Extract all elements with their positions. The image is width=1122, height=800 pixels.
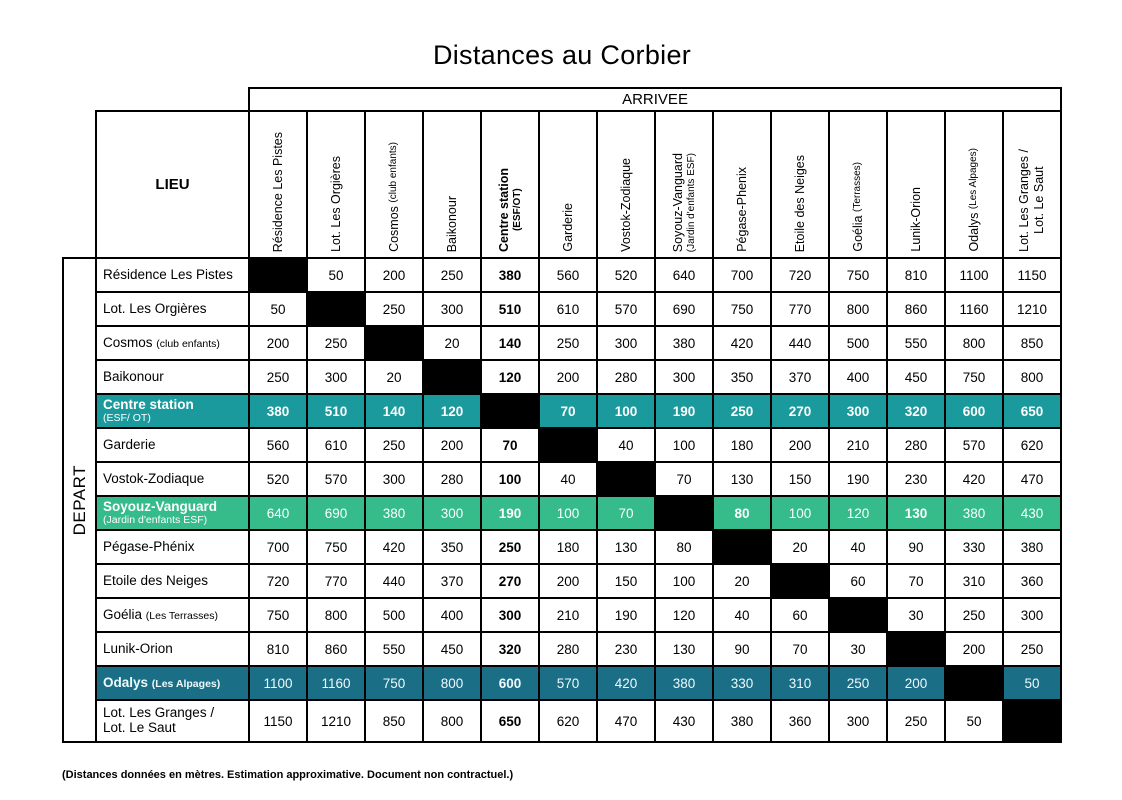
distance-cell: 1160 [307, 666, 365, 700]
distance-cell: 300 [307, 360, 365, 394]
distance-cell: 250 [423, 258, 481, 292]
distance-cell: 300 [829, 394, 887, 428]
distance-cell: 650 [1003, 394, 1061, 428]
distance-cell: 200 [771, 428, 829, 462]
distance-cell: 280 [597, 360, 655, 394]
distance-cell: 570 [307, 462, 365, 496]
row-label: Lot. Les Orgières [96, 292, 249, 326]
distance-cell: 280 [887, 428, 945, 462]
distance-cell: 770 [771, 292, 829, 326]
distance-cell: 1150 [249, 700, 307, 742]
distance-cell: 380 [1003, 530, 1061, 564]
distance-cell: 80 [655, 530, 713, 564]
distance-cell: 150 [771, 462, 829, 496]
distance-cell: 70 [887, 564, 945, 598]
distance-cell: 100 [539, 496, 597, 530]
distance-cell: 860 [887, 292, 945, 326]
distance-cell: 320 [481, 632, 539, 666]
distance-cell: 70 [771, 632, 829, 666]
distance-cell: 250 [945, 598, 1003, 632]
distance-cell: 120 [423, 394, 481, 428]
distance-cell: 800 [829, 292, 887, 326]
distance-cell: 120 [481, 360, 539, 394]
distance-cell: 620 [1003, 428, 1061, 462]
column-header: Résidence Les Pistes [249, 111, 307, 258]
distance-cell: 380 [365, 496, 423, 530]
distance-cell: 600 [945, 394, 1003, 428]
distance-cell: 770 [307, 564, 365, 598]
distance-cell: 180 [539, 530, 597, 564]
distance-cell: 100 [655, 428, 713, 462]
row-label: Cosmos (club enfants) [96, 326, 249, 360]
distance-cell: 200 [539, 360, 597, 394]
distance-cell: 720 [771, 258, 829, 292]
distance-cell: 270 [771, 394, 829, 428]
distance-cell: 300 [481, 598, 539, 632]
distance-cell: 50 [307, 258, 365, 292]
distance-cell: 380 [945, 496, 1003, 530]
distance-cell: 90 [887, 530, 945, 564]
distance-cell: 100 [655, 564, 713, 598]
distance-cell: 20 [423, 326, 481, 360]
table-row [63, 394, 1061, 428]
depart-header [63, 258, 96, 742]
distance-cell: 300 [423, 496, 481, 530]
distance-cell: 150 [597, 564, 655, 598]
distance-cell: 270 [481, 564, 539, 598]
distance-cell: 430 [1003, 496, 1061, 530]
distance-cell: 1100 [249, 666, 307, 700]
distance-cell: 800 [1003, 360, 1061, 394]
distance-cell: 230 [597, 632, 655, 666]
row-label: Lunik-Orion [96, 632, 249, 666]
distance-cell: 120 [829, 496, 887, 530]
table-row [63, 564, 1061, 598]
distance-cell: 280 [539, 632, 597, 666]
column-header: Soyouz-Vanguard (Jardin d'enfants ESF) [655, 111, 713, 258]
column-header: Goélia (Terrasses) [829, 111, 887, 258]
distance-cell: 850 [1003, 326, 1061, 360]
table-row [63, 258, 1061, 292]
distance-cell: 360 [1003, 564, 1061, 598]
distance-cell: 40 [829, 530, 887, 564]
row-label: Garderie [96, 428, 249, 462]
distance-cell: 400 [423, 598, 481, 632]
distance-cell: 470 [597, 700, 655, 742]
distance-cell: 640 [249, 496, 307, 530]
column-header: Pégase-Phenix [713, 111, 771, 258]
depart-label: DEPART [69, 464, 89, 536]
distance-cell: 250 [249, 360, 307, 394]
distance-cell: 200 [423, 428, 481, 462]
distance-cell: 550 [365, 632, 423, 666]
column-header: Baikonour [423, 111, 481, 258]
distance-cell: 210 [539, 598, 597, 632]
column-header: Lot. Les Granges / Lot. Le Saut [1003, 111, 1061, 258]
distance-cell: 810 [249, 632, 307, 666]
distance-cell: 310 [771, 666, 829, 700]
distance-cell: 520 [249, 462, 307, 496]
row-label: Goélia (Les Terrasses) [96, 598, 249, 632]
distance-cell: 90 [713, 632, 771, 666]
distance-cell: 600 [481, 666, 539, 700]
distance-cell: 250 [887, 700, 945, 742]
distance-cell: 70 [481, 428, 539, 462]
distance-cell: 310 [945, 564, 1003, 598]
table-row [63, 530, 1061, 564]
column-header: Lunik-Orion [887, 111, 945, 258]
row-label: Résidence Les Pistes [96, 258, 249, 292]
distance-cell: 450 [423, 632, 481, 666]
column-header: Odalys (Les Alpages) [945, 111, 1003, 258]
diagonal-cell [887, 632, 945, 666]
distance-cell: 750 [945, 360, 1003, 394]
distance-cell: 130 [655, 632, 713, 666]
distance-cell: 60 [771, 598, 829, 632]
distance-cell: 450 [887, 360, 945, 394]
distance-cell: 650 [481, 700, 539, 742]
row-label: Lot. Les Granges / Lot. Le Saut [96, 700, 249, 742]
distance-cell: 200 [249, 326, 307, 360]
distance-cell: 380 [655, 326, 713, 360]
distance-cell: 280 [423, 462, 481, 496]
diagonal-cell [829, 598, 887, 632]
distance-cell: 420 [713, 326, 771, 360]
distance-cell: 330 [945, 530, 1003, 564]
distance-cell: 100 [597, 394, 655, 428]
distance-cell: 180 [713, 428, 771, 462]
diagonal-cell [423, 360, 481, 394]
arrivee-header: ARRIVEE [249, 88, 1061, 111]
distance-cell: 400 [829, 360, 887, 394]
distance-cell: 350 [423, 530, 481, 564]
distance-cell: 570 [597, 292, 655, 326]
table-row [63, 462, 1061, 496]
distance-cell: 860 [307, 632, 365, 666]
diagonal-cell [307, 292, 365, 326]
distance-cell: 1160 [945, 292, 1003, 326]
page-title: Distances au Corbier [432, 40, 692, 70]
table-row [63, 326, 1061, 360]
distance-cell: 140 [365, 394, 423, 428]
row-label: Vostok-Zodiaque [96, 462, 249, 496]
column-header: Centre station (ESF/OT) [481, 111, 539, 258]
distance-cell: 440 [365, 564, 423, 598]
distance-cell: 1150 [1003, 258, 1061, 292]
distance-cell: 190 [597, 598, 655, 632]
table-row [63, 632, 1061, 666]
distance-cell: 570 [539, 666, 597, 700]
column-header: Garderie [539, 111, 597, 258]
column-header: Lot. Les Orgières [307, 111, 365, 258]
table-row [63, 428, 1061, 462]
distance-cell: 380 [249, 394, 307, 428]
distance-cell: 620 [539, 700, 597, 742]
distance-cell: 700 [713, 258, 771, 292]
corner-spacer [63, 88, 249, 111]
distance-cell: 420 [597, 666, 655, 700]
distance-cell: 50 [1003, 666, 1061, 700]
row-label: Pégase-Phénix [96, 530, 249, 564]
row-label: Soyouz-Vanguard (Jardin d'enfants ESF) [96, 496, 249, 530]
lieu-header: LIEU [96, 111, 249, 258]
distance-cell: 250 [539, 326, 597, 360]
table-row [63, 700, 1061, 742]
distance-cell: 1210 [307, 700, 365, 742]
distance-cell: 750 [249, 598, 307, 632]
diagonal-cell [597, 462, 655, 496]
row-label: Etoile des Neiges [96, 564, 249, 598]
distance-cell: 800 [945, 326, 1003, 360]
distance-cell: 40 [713, 598, 771, 632]
distance-cell: 200 [365, 258, 423, 292]
distance-table [62, 87, 1062, 743]
distance-cell: 320 [887, 394, 945, 428]
distance-cell: 300 [597, 326, 655, 360]
distance-cell: 40 [597, 428, 655, 462]
distance-cell: 30 [887, 598, 945, 632]
distance-cell: 420 [945, 462, 1003, 496]
distance-cell: 70 [597, 496, 655, 530]
distance-cell: 230 [887, 462, 945, 496]
distance-cell: 850 [365, 700, 423, 742]
row-label: Centre station (ESF/ OT) [96, 394, 249, 428]
distance-cell: 440 [771, 326, 829, 360]
distance-cell: 30 [829, 632, 887, 666]
column-header: Etoile des Neiges [771, 111, 829, 258]
distance-cell: 300 [1003, 598, 1061, 632]
document-page [62, 40, 1062, 781]
diagonal-cell [539, 428, 597, 462]
distance-cell: 800 [307, 598, 365, 632]
distance-cell: 1100 [945, 258, 1003, 292]
distance-cell: 510 [307, 394, 365, 428]
table-row [63, 666, 1061, 700]
distance-cell: 100 [771, 496, 829, 530]
distance-cell: 500 [829, 326, 887, 360]
diagonal-cell [713, 530, 771, 564]
distance-cell: 750 [307, 530, 365, 564]
distance-cell: 420 [365, 530, 423, 564]
distance-cell: 560 [249, 428, 307, 462]
distance-cell: 250 [829, 666, 887, 700]
distance-cell: 130 [713, 462, 771, 496]
distance-cell: 350 [713, 360, 771, 394]
distance-cell: 380 [481, 258, 539, 292]
distance-cell: 250 [365, 428, 423, 462]
distance-cell: 300 [423, 292, 481, 326]
distance-cell: 570 [945, 428, 1003, 462]
distance-cell: 810 [887, 258, 945, 292]
distance-cell: 100 [481, 462, 539, 496]
distance-cell: 720 [249, 564, 307, 598]
distance-cell: 140 [481, 326, 539, 360]
distance-cell: 130 [887, 496, 945, 530]
table-row [63, 598, 1061, 632]
distance-cell: 50 [249, 292, 307, 326]
column-header-row [63, 111, 1061, 258]
distance-cell: 610 [307, 428, 365, 462]
diagonal-cell [1003, 700, 1061, 742]
distance-cell: 250 [1003, 632, 1061, 666]
distance-cell: 800 [423, 700, 481, 742]
distance-cell: 120 [655, 598, 713, 632]
table-row [63, 292, 1061, 326]
distance-cell: 550 [887, 326, 945, 360]
distance-cell: 470 [1003, 462, 1061, 496]
distance-cell: 210 [829, 428, 887, 462]
diagonal-cell [365, 326, 423, 360]
distance-cell: 20 [713, 564, 771, 598]
distance-cell: 700 [249, 530, 307, 564]
arrivee-row [63, 88, 1061, 111]
distance-cell: 200 [539, 564, 597, 598]
distance-cell: 20 [365, 360, 423, 394]
distance-cell: 190 [829, 462, 887, 496]
distance-cell: 750 [713, 292, 771, 326]
diagonal-cell [771, 564, 829, 598]
distance-cell: 560 [539, 258, 597, 292]
distance-cell: 40 [539, 462, 597, 496]
distance-cell: 750 [365, 666, 423, 700]
footer-note: (Distances données en mètres. Estimation approximative. Document non contractuel.) [62, 769, 514, 781]
diagonal-cell [249, 258, 307, 292]
distance-cell: 190 [481, 496, 539, 530]
table-row [63, 360, 1061, 394]
distance-cell: 200 [945, 632, 1003, 666]
row-label: Baikonour [96, 360, 249, 394]
distance-cell: 1210 [1003, 292, 1061, 326]
distance-cell: 190 [655, 394, 713, 428]
distance-cell: 70 [539, 394, 597, 428]
distance-cell: 800 [423, 666, 481, 700]
distance-cell: 360 [771, 700, 829, 742]
column-header: Cosmos (club enfants) [365, 111, 423, 258]
distance-cell: 250 [307, 326, 365, 360]
distance-cell: 500 [365, 598, 423, 632]
distance-cell: 250 [365, 292, 423, 326]
distance-cell: 330 [713, 666, 771, 700]
distance-cell: 610 [539, 292, 597, 326]
column-header: Vostok-Zodiaque [597, 111, 655, 258]
diagonal-cell [655, 496, 713, 530]
distance-cell: 300 [655, 360, 713, 394]
row-label: Odalys (Les Alpages) [96, 666, 249, 700]
distance-cell: 430 [655, 700, 713, 742]
distance-cell: 80 [713, 496, 771, 530]
distance-cell: 300 [829, 700, 887, 742]
distance-cell: 20 [771, 530, 829, 564]
distance-cell: 300 [365, 462, 423, 496]
distance-cell: 690 [655, 292, 713, 326]
diagonal-cell [945, 666, 1003, 700]
table-row [63, 496, 1061, 530]
distance-cell: 200 [887, 666, 945, 700]
distance-cell: 370 [771, 360, 829, 394]
distance-cell: 750 [829, 258, 887, 292]
distance-cell: 60 [829, 564, 887, 598]
distance-cell: 250 [713, 394, 771, 428]
distance-cell: 380 [713, 700, 771, 742]
distance-cell: 130 [597, 530, 655, 564]
distance-cell: 690 [307, 496, 365, 530]
diagonal-cell [481, 394, 539, 428]
distance-cell: 380 [655, 666, 713, 700]
corner-spacer [63, 111, 96, 258]
distance-cell: 370 [423, 564, 481, 598]
distance-cell: 70 [655, 462, 713, 496]
distance-cell: 50 [945, 700, 1003, 742]
distance-cell: 510 [481, 292, 539, 326]
distance-cell: 640 [655, 258, 713, 292]
distance-cell: 520 [597, 258, 655, 292]
distance-cell: 250 [481, 530, 539, 564]
